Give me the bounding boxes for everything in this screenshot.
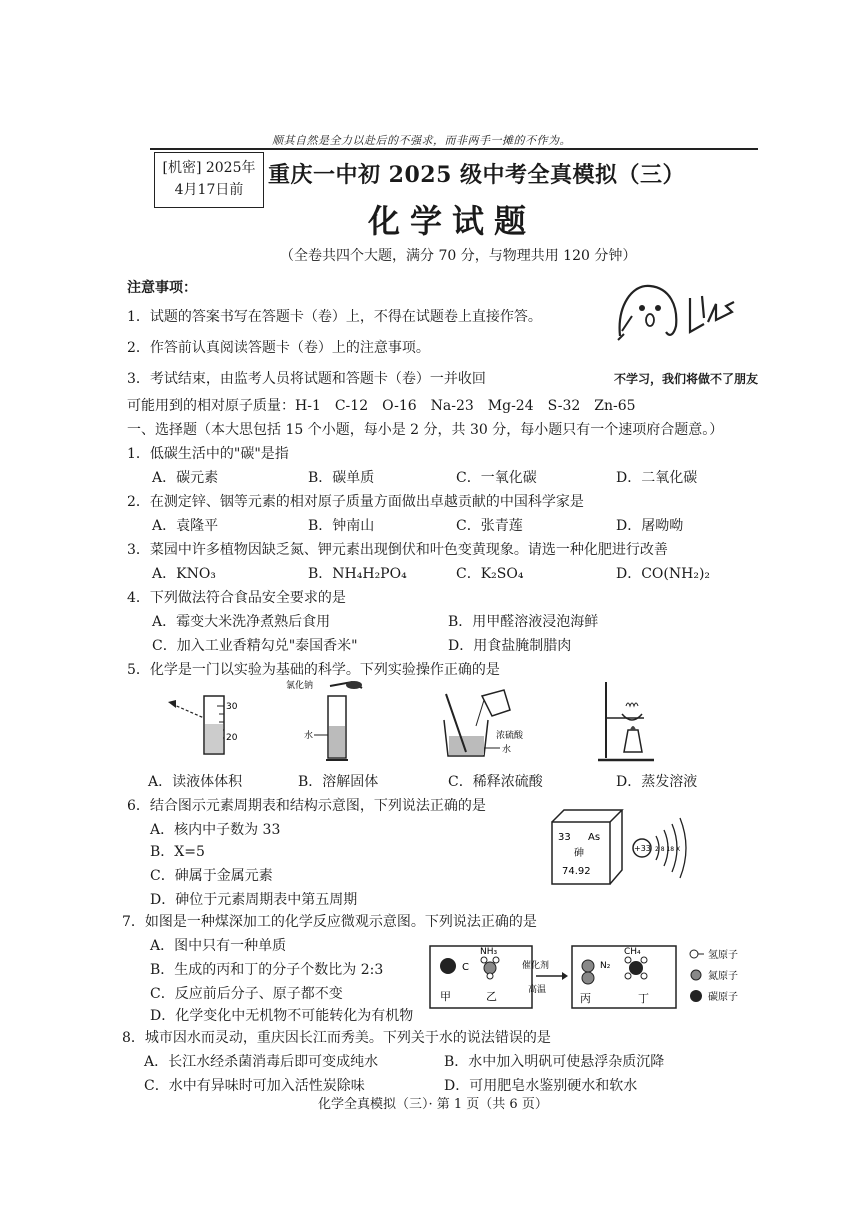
page-footer: 化学全真模拟（三）· 第 1 页（共 6 页） (318, 1097, 548, 1112)
scale-30: 30 (226, 702, 238, 712)
option: A．霉变大米洗净煮熟后食用 (152, 614, 331, 630)
option: B．钟南山 (308, 518, 375, 534)
figure-dilute-acid (434, 686, 534, 766)
exam-subtitle: （全卷共四个大题，满分 70 分，与物理共用 120 分钟） (280, 248, 637, 264)
question-stem: 1．低碳生活中的"碳"是指 (127, 446, 289, 462)
doodle-drawing (612, 276, 742, 348)
notes-heading: 注意事项： (127, 280, 197, 296)
annot-carbon: C (462, 962, 469, 973)
option: A．核内中子数为 33 (150, 822, 281, 838)
figure-arsenic (546, 804, 706, 888)
option: B．NH₄H₂PO₄ (308, 566, 407, 582)
figure-dissolve-solid (282, 676, 372, 766)
confidential-stamp (154, 152, 264, 208)
label-water-c: 水 (502, 745, 512, 755)
figure-evaporate (594, 678, 664, 766)
option: A．图中只有一种单质 (150, 938, 287, 954)
question-stem: 7．如图是一种煤深加工的化学反应微观示意图。下列说法正确的是 (122, 914, 537, 930)
question-stem: 2．在测定锌、铟等元素的相对原子质量方面做出卓越贡献的中国科学家是 (127, 494, 584, 510)
option: C．砷属于金属元素 (150, 868, 273, 884)
label-yi: 乙 (486, 990, 497, 1003)
atomic-masses: 可能用到的相对原子质量：H-1 C-12 O-16 Na-23 Mg-24 S-32 Zn-65 (127, 398, 636, 414)
annot-nh3: NH₃ (480, 947, 498, 957)
option: C．加入工业香精勾兑"泰国香米" (152, 638, 358, 654)
question-stem: 5．化学是一门以实验为基础的科学。下列实验操作正确的是 (127, 662, 500, 678)
option: D．CO(NH₂)₂ (616, 566, 711, 582)
option: B．X=5 (150, 844, 205, 860)
label-ding: 丁 (638, 992, 649, 1005)
option: D．砷位于元素周期表中第五周期 (150, 892, 358, 908)
eye-icon (168, 700, 176, 708)
header-rule (150, 148, 758, 150)
electron-shells: 2 8 18 X (655, 846, 681, 853)
figure-read-volume (162, 688, 242, 762)
subject-title: 化学试题 (368, 202, 537, 240)
option: A．袁隆平 (152, 518, 219, 534)
option: D．化学变化中无机物不可能转化为有机物 (150, 1008, 414, 1024)
note-item: 2．作答前认真阅读答题卡（卷）上的注意事项。 (127, 340, 430, 356)
option: C．K₂SO₄ (456, 566, 524, 582)
doodle-caption: 不学习，我们将做不了朋友 (614, 372, 759, 386)
option: A．KNO₃ (152, 566, 216, 582)
label-jia: 甲 (440, 990, 451, 1003)
option: C．反应前后分子、原子都不变 (150, 986, 343, 1002)
element-symbol: As (588, 832, 601, 843)
nucleus-charge: +33 (634, 844, 651, 853)
option: D．屠呦呦 (616, 518, 684, 534)
option: C．水中有异味时可加入活性炭除味 (144, 1078, 365, 1094)
annot-ch4: CH₄ (624, 947, 641, 957)
option: A．读液体体积 (148, 774, 243, 790)
exam-title: 重庆一中初 2025 级中考全真模拟（三） (268, 162, 686, 188)
stamp-line2: 4月17日前 (174, 182, 244, 198)
arrow-catalyst: 催化剂 (522, 961, 550, 971)
option: B．生成的丙和丁的分子个数比为 2:3 (150, 962, 384, 978)
option: C．一氧化碳 (456, 470, 537, 486)
legend-hydrogen: 氢原子 (708, 950, 738, 961)
option: C．稀释浓硫酸 (448, 774, 543, 790)
option: B．溶解固体 (298, 774, 379, 790)
label-bing: 丙 (580, 992, 591, 1005)
note-item: 1．试题的答案书写在答题卡（卷）上，不得在试题卷上直接作答。 (127, 309, 542, 325)
option: A．碳元素 (152, 470, 219, 486)
annot-n2: N₂ (600, 961, 611, 971)
element-name: 砷 (574, 848, 584, 859)
note-item: 3．考试结束，由监考人员将试题和答题卡（卷）一并收回 (127, 371, 486, 387)
atomic-mass: 74.92 (562, 866, 591, 877)
atomic-number: 33 (558, 832, 571, 843)
question-stem: 4．下列做法符合食品安全要求的是 (127, 590, 346, 606)
option: C．张青莲 (456, 518, 523, 534)
option: D．用食盐腌制腊肉 (448, 638, 572, 654)
option: B．用甲醛溶液浸泡海鲜 (448, 614, 599, 630)
arrow-high-temp: 高温 (528, 985, 547, 995)
option: A．长江水经杀菌消毒后即可变成纯水 (144, 1054, 379, 1070)
label-conc-acid: 浓硫酸 (496, 731, 524, 741)
motto: 顺其自然是全力以赴后的不强求，而非两手一摊的不作为。 (272, 134, 571, 147)
legend-carbon: 碳原子 (708, 992, 738, 1003)
question-stem: 3．菜园中许多植物因缺乏氮、钾元素出现倒伏和叶色变黄现象。请选一种化肥进行改善 (127, 542, 668, 558)
option: B．水中加入明矾可使悬浮杂质沉降 (444, 1054, 665, 1070)
figure-reaction (428, 940, 768, 1012)
section1-heading: 一、选择题（本大思包括 15 个小题，每小是 2 分，共 30 分，每小题只有一个速项府合题意。） (127, 422, 724, 438)
question-stem: 8．城市因水而灵动，重庆因长江而秀美。下列关于水的说法错误的是 (122, 1030, 551, 1046)
option: D．二氧化碳 (616, 470, 698, 486)
scale-20: 20 (226, 733, 238, 743)
label-nacl: 氯化钠 (286, 681, 314, 691)
question-stem: 6．结合图示元素周期表和结构示意图，下列说法正确的是 (127, 798, 486, 814)
legend-nitrogen: 氮原子 (708, 971, 738, 982)
option: D．蒸发溶液 (616, 774, 698, 790)
option: D．可用肥皂水鉴别硬水和软水 (444, 1078, 638, 1094)
stamp-line1: [机密] 2025年 (162, 160, 256, 176)
option: B．碳单质 (308, 470, 375, 486)
label-water: 水 (304, 731, 314, 741)
